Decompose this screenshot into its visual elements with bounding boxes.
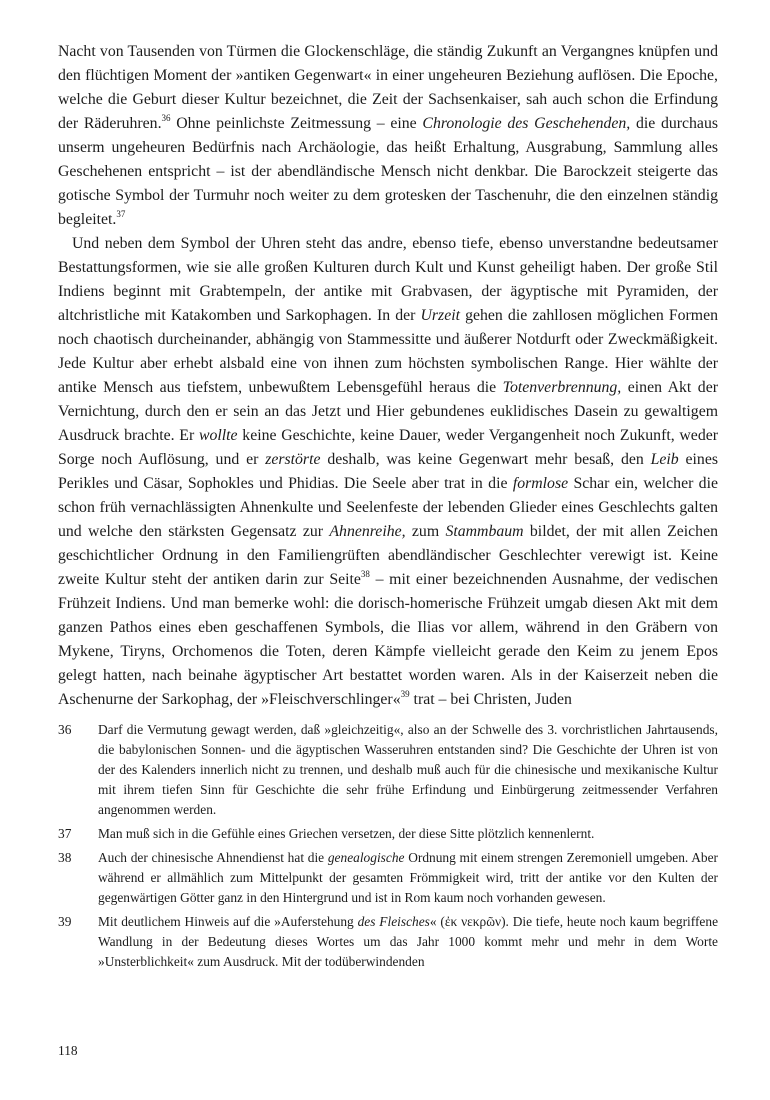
footnote-38 [58, 848, 718, 908]
footnote-37 [58, 824, 718, 844]
footnote-number: 39 [58, 914, 72, 929]
footnote-text: Auch der chinesische Ahnendienst hat die genealogische Ordnung mit einem strengen Zeremoniell umgeben. Aber während er allmählich zum Mittelpunkt der gesamten Frömmigkeit wird, tritt der antike vor den Kulten der gegenwärtigen Götter ganz in den Hintergrund und ist in Rom kaum noch vorhanden gewesen. [98, 850, 719, 905]
italic-text: des Fleisches [357, 914, 430, 929]
footnote-number: 37 [58, 826, 72, 841]
footnote-number: 38 [58, 850, 72, 865]
italic-text: zerstörte [265, 451, 321, 468]
italic-text: formlose [512, 475, 569, 492]
paragraph-1: Nacht von Tausenden von Türmen die Glockenschläge, die ständig Zukunft an Vergangnes knüpfen und den flüchtigen Moment der »antiken Gegenwart« in einer ungeheuren Beziehung auflösen. Die Epoche, welche die Geburt dieser Kultur bezeichnet, die Zeit der Sachsenkaiser, sah auch schon die Erfindung der Räderuhren.$^{36}$ Ohne peinlichste Zeitmessung – eine Chronologie des Geschehenden, die durchaus unserm ungeheuren Bedürfnis nach Archäologie, das heißt Erhaltung, Ausgrabung, Sammlung alles Geschehenen entspricht – ist der abendländische Mensch nicht denkbar. Die Barockzeit steigerte das gotische Symbol der Turmuhr noch weiter zu dem grotesken der Taschenuhr, die den einzelnen ständig begleitet.$^{37}$ [58, 43, 718, 228]
italic-text: Stammbaum [445, 523, 524, 540]
italic-text: Ahnenreihe, [329, 523, 406, 540]
footnote-number: 36 [58, 722, 72, 737]
body-text [58, 40, 718, 712]
italic-text: Leib [650, 451, 679, 468]
footnote-text: Man muß sich in die Gefühle eines Griechen versetzen, der diese Sitte plötzlich kennenlernt. [98, 826, 595, 841]
footnote-ref: 36 [161, 112, 171, 123]
italic-text: Urzeit [420, 307, 460, 324]
footnote-ref: 39 [400, 688, 410, 699]
footnote-39 [58, 912, 718, 972]
italic-text: wollte [198, 427, 238, 444]
page-number: 118 [58, 1043, 78, 1058]
italic-text: Totenverbrennung, [502, 379, 622, 396]
italic-text: genealogische [327, 850, 405, 865]
footnote-ref: 38 [360, 568, 370, 579]
footnotes [58, 720, 718, 972]
italic-text: Chronologie des Geschehenden, [422, 115, 631, 132]
paragraph-2: Und neben dem Symbol der Uhren steht das andre, ebenso tiefe, ebenso unverstandne bedeutsamer Bestattungsformen, wie sie alle großen Kulturen durch Kult und Kunst geheiligt haben. Der große Stil Indiens beginnt mit Grabtempeln, der antike mit Grabvasen, der ägyptische mit Pyramiden, der altchristliche mit Katakomben und Sarkophagen. In der Urzeit gehen die zahllosen möglichen Formen noch chaotisch durcheinander, abhängig von Stammessitte und äußerer Notdurft oder Zweckmäßigkeit. Jede Kultur aber erhebt alsbald eine von ihnen zum höchsten symbolischen Range. Hier wählte der antike Mensch aus tiefstem, unbewußtem Lebensgefühl heraus die Totenverbrennung, einen Akt der Vernichtung, durch den er sein an das Jetzt und Hier gebundenes euklidisches Dasein zu gewaltigem Ausdruck brachte. Er wollte keine Geschichte, keine Dauer, weder Vergangenheit noch Zukunft, weder Sorge noch Auflösung, und er zerstörte deshalb, was keine Gegenwart mehr besaß, den Leib eines Perikles und Cäsar, Sophokles und Phidias. Die Seele aber trat in die formlose Schar ein, welcher die schon früh vernachlässigten Ahnenkulte und Seelenfeste der lebenden Glieder eines Geschlechts galten und welche den stärksten Gegensatz zur Ahnenreihe, zum Stammbaum bildet, der mit allen Zeichen geschichtlicher Ordnung in den Familiengrüften abendländischer Geschlechter verewigt ist. Keine zweite Kultur steht der antiken darin zur Seite$^{38}$ – mit einer bezeichnenden Ausnahme, der vedischen Frühzeit Indiens. Und man bemerke wohl: die dorisch-homerische Frühzeit umgab diesen Akt mit dem ganzen Pathos eines eben geschaffenen Symbols, die Ilias vor allem, während in den Gräbern von Mykene, Tiryns, Orchomenos die Toten, deren Kämpfe vielleicht gerade den Keim zu jenem Epos gelegt hatten, nach beinahe ägyptischer Art bestattet worden waren. Als in der Kaiserzeit neben die Aschenurne der Sarkophag, der »Fleischverschlinger«$^{39}$ trat – bei Christen, Juden [58, 235, 719, 708]
book-page [58, 40, 718, 976]
footnote-text: Darf die Vermutung gewagt werden, daß »gleichzeitig«, also an der Schwelle des 3. vorchristlichen Jahrtausends, die babylonischen Sonnen- und die ägyptischen Wasseruhren entstanden sind? Die Geschichte der Uhren ist von der des Kalenders innerlich nicht zu trennen, und deshalb muß auch für die chinesische und mexikanische Kultur mit ihrem tiefen Sinn für Geschichte die sehr frühe Erfindung und Einbürgerung zeitmessender Verfahren angenommen werden. [98, 722, 718, 817]
footnote-text: Mit deutlichem Hinweis auf die »Auferstehung des Fleisches« (ἐκ νεκρῶν). Die tiefe, heute noch kaum begriffene Wandlung in der Bedeutung dieses Wortes um das Jahr 1000 kommt mehr und mehr in dem Worte »Unsterblichkeit« zum Ausdruck. Mit der todüberwindenden [98, 914, 719, 969]
footnote-ref: 37 [116, 208, 126, 219]
footnote-36 [58, 720, 718, 820]
